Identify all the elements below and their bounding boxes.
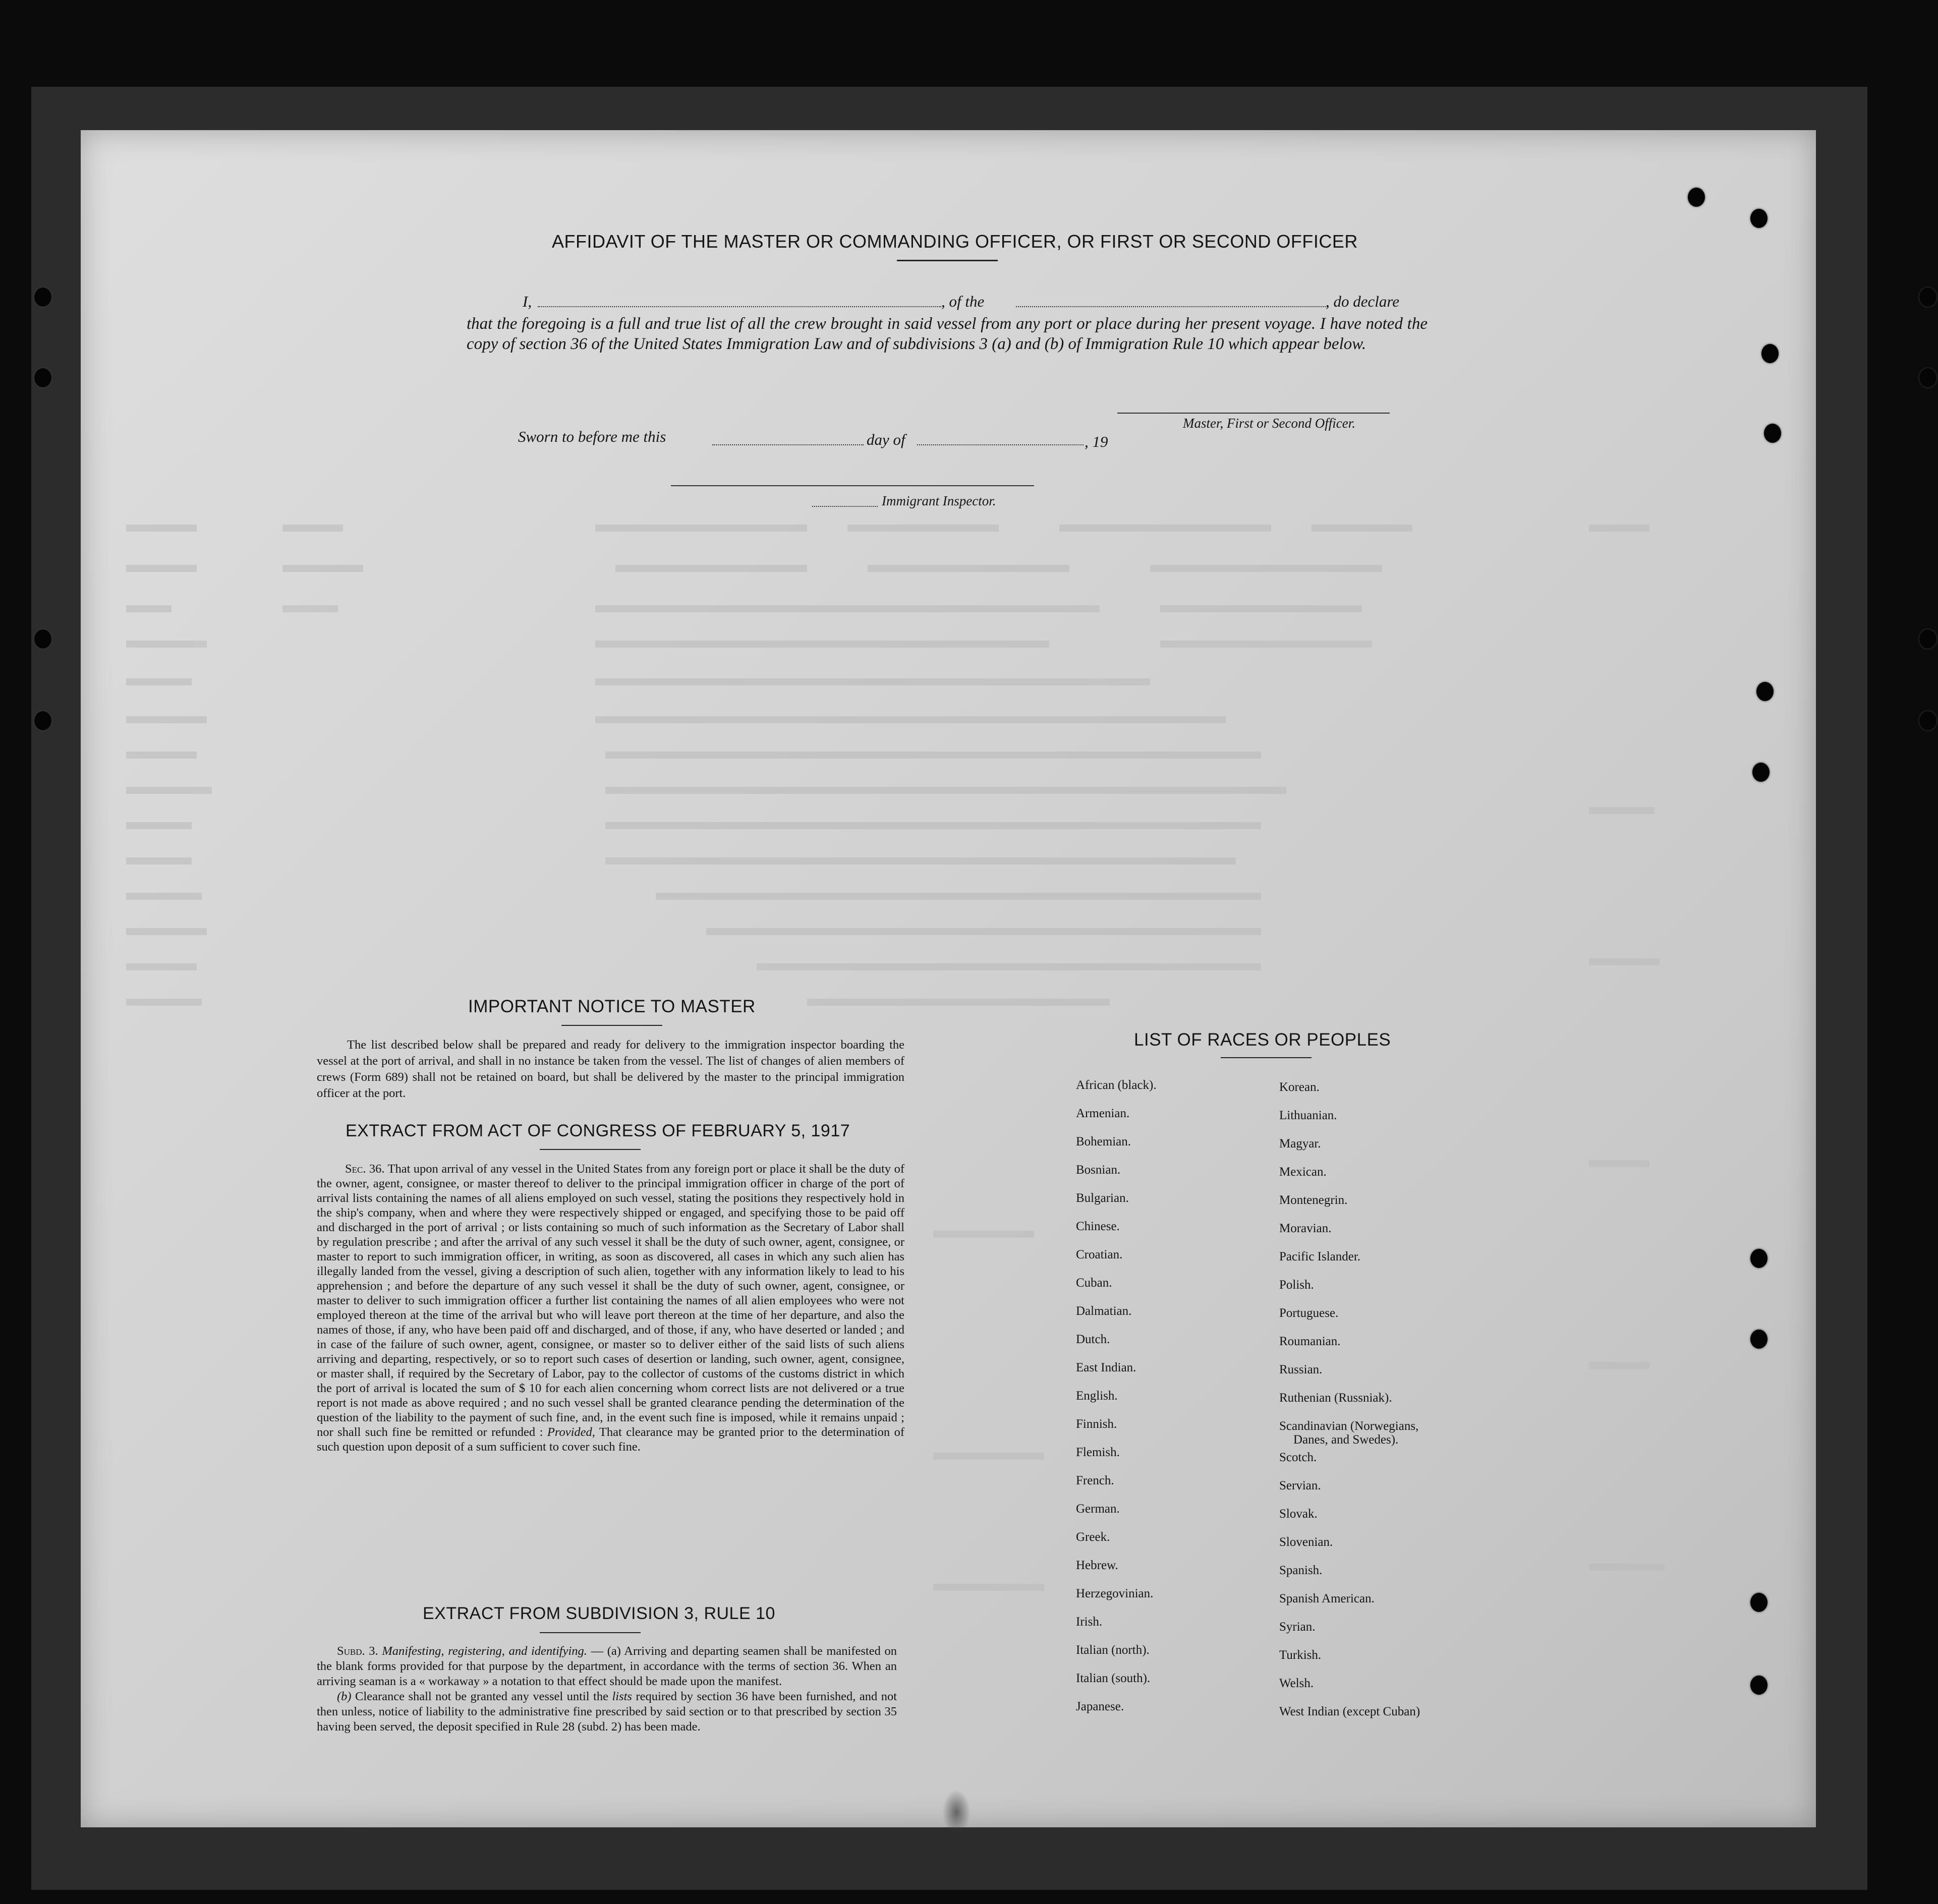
race-item: African (black). — [1076, 1078, 1157, 1092]
race-item-scandinavian — [1279, 1419, 1420, 1451]
race-item: Croatian. — [1076, 1248, 1123, 1261]
race-item: Italian (south). — [1076, 1671, 1151, 1685]
race-item: Scandinavian (Norwegians, — [1279, 1419, 1419, 1433]
affiant-label: I, — [523, 293, 532, 310]
subdivision-3-text: Subd. 3. Manifesting, registering, and identifying. — (a) Arriving and departing seamen shall be manifested on the blank forms provided for that purpose by the department, in accordance with the terms of section 36. When an arriving seaman is a « workaway » a notation to that effect should be made upon the manifest. (b) Clearance shall not be granted any vessel until the lists required by section 36 have been furnished, and not then unless, notice of liability to the administrative fine prescribed by said section or to that prescribed by section 35 having been served, the deposit specified in Rule 28 (subd. 2) has been made. — [317, 1644, 897, 1734]
affidavit-body: that the foregoing is a full and true list of all the crew brought in said vessel from any port or place during her present voyage. I have noted the copy of section 36 of the United States Immigration Law and of subdivisions 3 (a) and (b) of Immigration Rule 10 which appear below. — [467, 315, 1428, 353]
race-item: Flemish. — [1076, 1446, 1120, 1459]
binder-hole — [34, 368, 51, 387]
race-item: English. — [1076, 1389, 1118, 1403]
subd-heading: Manifesting, registering, and identifying. — [382, 1644, 587, 1658]
binder-hole — [1750, 1330, 1768, 1349]
race-item-continuation: Danes, and Swedes). — [1293, 1433, 1399, 1447]
para-a-label: (a) — [607, 1644, 621, 1658]
affidavit-title-rule — [897, 260, 998, 261]
race-item: Hebrew. — [1076, 1559, 1118, 1572]
binder-hole — [34, 711, 51, 730]
section-36-label: Sec. 36. — [345, 1162, 385, 1176]
act-extract-title-rule — [540, 1149, 641, 1150]
do-declare-label: , do declare — [1326, 293, 1400, 310]
race-item: Servian. — [1279, 1479, 1321, 1492]
master-signature-label: Master, First or Second Officer. — [1183, 416, 1355, 431]
race-item: Finnish. — [1076, 1417, 1117, 1431]
race-item: Dalmatian. — [1076, 1304, 1132, 1318]
binder-hole — [1752, 763, 1770, 782]
race-item: Bulgarian. — [1076, 1191, 1129, 1205]
affidavit-title: AFFIDAVIT OF THE MASTER OR COMMANDING OFFICER, OR FIRST OR SECOND OFFICER — [552, 231, 1358, 252]
inspector-dotted-lead — [812, 506, 878, 507]
race-item: Armenian. — [1076, 1107, 1130, 1120]
binder-hole — [1756, 682, 1774, 701]
race-item: Spanish. — [1279, 1564, 1323, 1577]
binder-hole — [1750, 209, 1768, 228]
race-item: French. — [1076, 1474, 1114, 1487]
sworn-day-field[interactable] — [712, 444, 864, 445]
notice-body: The list described below shall be prepared and ready for delivery to the immigration inspector boarding the vessel at the port of arrival, and shall in no instance be taken from the vessel. The list of changes of alien members of crews (Form 689) shall not be retained on board, but shall be delivered by the master to the principal immigration officer at the port. — [317, 1038, 904, 1100]
binder-hole — [1750, 1593, 1768, 1612]
race-item: Italian (north). — [1076, 1643, 1150, 1657]
race-item: Lithuanian. — [1279, 1109, 1337, 1122]
race-item: Mexican. — [1279, 1165, 1327, 1179]
sworn-label: Sworn to before me this — [518, 428, 666, 445]
section-36-body: That upon arrival of any vessel in the United States from any foreign port or place it shall be the duty of the owner, agent, consignee, or master thereof to deliver to the principal immigration officer in charge of the port of arrival lists containing the names of all aliens employed on such vessel, stating the positions they respectively hold in the ship's company, when and where they were respectively shipped or engaged, and specifying those to be paid off and discharged in the port of arrival ; or lists containing so much of such information as the Secretary of Labor shall by regulation prescribe ; and after the arrival of any such vessel it shall be the duty of such owner, agent, consignee, or master to report to such immigration officer, in writing, as soon as discovered, all cases in which any such alien has illegally landed from the vessel, giving a description of such alien, together with any information likely to lead to his apprehension ; and before the departure of any such vessel it shall be the duty of such owner, agent, consignee, or master to deliver to such immigration officer a further list containing the names of all alien employees who were not employed thereon at the time of the arrival but who will leave port thereon at the time of her departure, and also the names of those, if any, who have been paid off and discharged, and of those, if any, who have deserted or landed ; and in case of the failure of such owner, agent, consignee, or master so to deliver either of the said lists of such aliens arriving and departing, respectively, or so to report such cases of desertion or landing, such owner, agent, consignee, or master shall, if required by the Secretary of Labor, pay to the collector of customs of the customs district in which the port of arrival is located the sum of $ 10 for each alien concerning whom correct lists are not delivered or a true report is not made as above required ; and no such vessel shall be granted clearance pending the determination of the question of the liability to the payment of such fine, and, in the event such fine is imposed, while it remains unpaid ; nor shall such fine be remitted or refunded : — [317, 1162, 904, 1439]
race-item: Cuban. — [1076, 1276, 1112, 1290]
year-label: , 19 — [1085, 433, 1108, 450]
race-item: Turkish. — [1279, 1648, 1322, 1662]
race-item: East Indian. — [1076, 1361, 1136, 1374]
race-item: Montenegrin. — [1279, 1193, 1348, 1207]
race-item: West Indian (except Cuban) — [1279, 1705, 1420, 1718]
document-page — [81, 130, 1816, 1827]
race-item: Greek. — [1076, 1530, 1110, 1544]
race-item: Welsh. — [1279, 1677, 1314, 1690]
race-item: Chinese. — [1076, 1220, 1120, 1233]
rule-extract-title: EXTRACT FROM SUBDIVISION 3, RULE 10 — [423, 1604, 775, 1623]
race-item: German. — [1076, 1502, 1120, 1516]
race-item: Ruthenian (Russniak). — [1279, 1391, 1392, 1405]
day-of-label: day of — [867, 431, 905, 448]
race-item: Syrian. — [1279, 1620, 1316, 1634]
race-item: Russian. — [1279, 1363, 1323, 1376]
sworn-month-field[interactable] — [917, 444, 1084, 445]
binder-hole — [1764, 424, 1781, 443]
race-item: Spanish American. — [1279, 1592, 1375, 1605]
race-item: Bohemian. — [1076, 1135, 1131, 1148]
race-item: Moravian. — [1279, 1222, 1332, 1235]
rule-extract-title-rule — [540, 1632, 641, 1633]
inspector-label: Immigrant Inspector. — [882, 493, 996, 508]
vessel-name-field[interactable] — [1016, 306, 1328, 307]
race-item: Korean. — [1279, 1080, 1320, 1094]
race-item: Magyar. — [1279, 1137, 1321, 1150]
race-item: Bosnian. — [1076, 1163, 1121, 1177]
section-36-text — [317, 1162, 904, 1454]
race-item: Polish. — [1279, 1278, 1314, 1292]
subd-label: Subd. 3. — [337, 1644, 378, 1658]
inspector-signature-field[interactable] — [671, 485, 1034, 486]
para-a-text: Arriving and departing seamen shall be manifested on the blank forms provided for that purpose by the department, in accordance with the terms of section 36. When an arriving seaman is a « workaway » a notation to that effect should be made upon the manifest. — [317, 1644, 897, 1688]
master-signature-field[interactable] — [1117, 413, 1390, 414]
affiant-name-field[interactable] — [538, 306, 941, 307]
races-right-column — [1279, 1080, 1420, 1733]
binder-hole — [1750, 1676, 1768, 1695]
act-extract-title: EXTRACT FROM ACT OF CONGRESS OF FEBRUARY 5, 1917 — [346, 1121, 850, 1140]
race-item: Pacific Islander. — [1279, 1250, 1361, 1263]
notice-title: IMPORTANT NOTICE TO MASTER — [468, 997, 756, 1016]
race-item: Irish. — [1076, 1615, 1103, 1629]
binder-hole — [1919, 287, 1936, 307]
binder-hole — [1761, 344, 1779, 363]
of-the-label: , of the — [941, 293, 985, 310]
race-item: Slovenian. — [1279, 1535, 1333, 1549]
para-b-text-1: Clearance shall not be granted any vessel until the — [355, 1690, 608, 1703]
binder-hole — [34, 287, 51, 307]
race-item: Dutch. — [1076, 1333, 1110, 1346]
race-item: Roumanian. — [1279, 1335, 1341, 1348]
binder-hole — [34, 629, 51, 649]
binder-hole — [1919, 368, 1936, 387]
provided-label: Provided, — [547, 1425, 595, 1439]
races-title: LIST OF RACES OR PEOPLES — [1134, 1030, 1391, 1050]
race-item: Slovak. — [1279, 1507, 1318, 1521]
races-title-rule — [1221, 1057, 1312, 1058]
binder-hole — [1919, 629, 1936, 649]
stamp-smudge — [942, 1790, 971, 1835]
para-b-label: (b) — [337, 1690, 352, 1703]
race-item: Scotch. — [1279, 1451, 1317, 1464]
race-item: Portuguese. — [1279, 1306, 1339, 1320]
binder-hole — [1750, 1249, 1768, 1268]
binder-hole — [1688, 188, 1705, 207]
binder-hole — [1919, 711, 1936, 730]
races-left-column — [1076, 1078, 1157, 1728]
race-item: Japanese. — [1076, 1700, 1124, 1713]
race-item: Herzegovinian. — [1076, 1587, 1154, 1600]
para-b-lists: lists — [612, 1690, 632, 1703]
notice-title-rule — [561, 1025, 662, 1026]
para-b-text-2: required by section 36 have been furnished, and not then unless, notice of liability to the administrative fine prescribed by said section or to that prescribed by section 35 having been served, the deposit specified in Rule 28 (subd. 2) has been made. — [317, 1690, 897, 1734]
provided-body: That clearance may be granted prior to the determination of such question upon deposit of a sum sufficient to cover such fine. — [317, 1425, 905, 1454]
